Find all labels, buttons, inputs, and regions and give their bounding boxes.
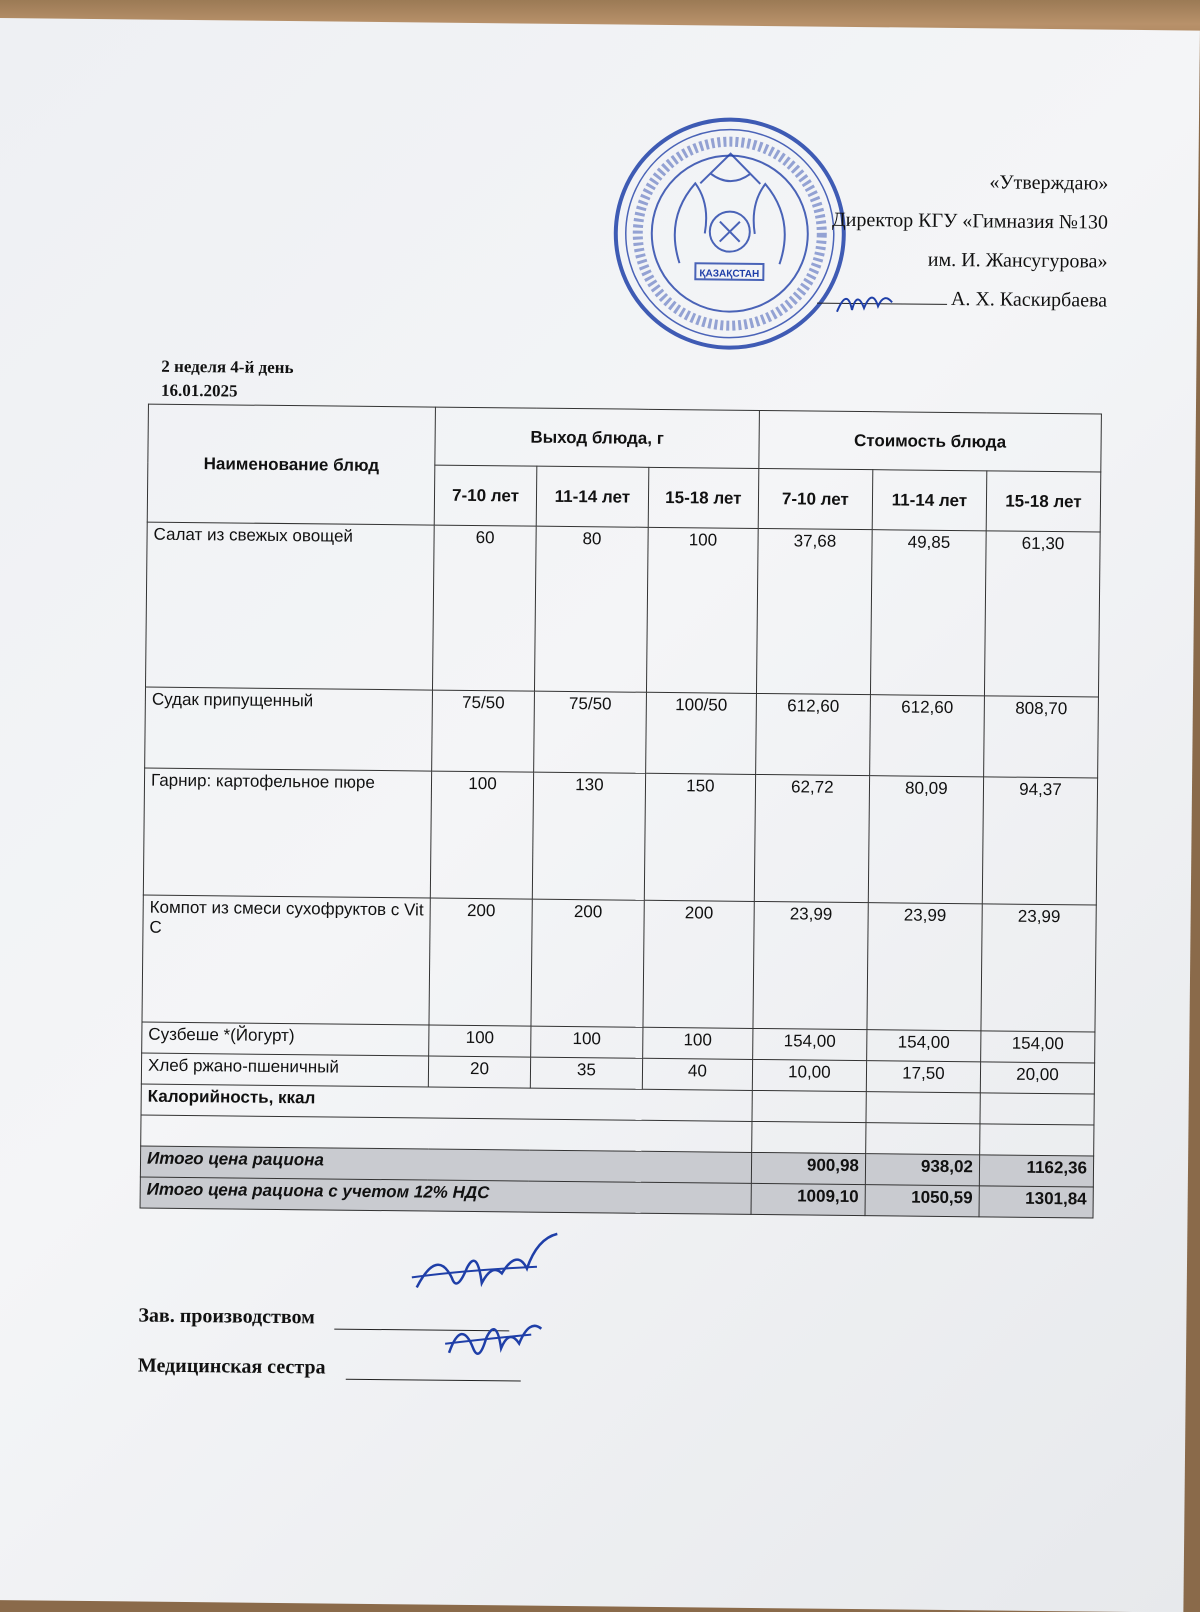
header-cost: Стоимость блюда	[759, 410, 1102, 472]
yield-cell: 80	[534, 526, 648, 692]
dish-name: Судак припущенный	[145, 687, 433, 771]
yield-cell: 200	[429, 898, 532, 1026]
header-age-cost-7-10: 7-10 лет	[758, 468, 873, 529]
yield-cell: 40	[642, 1058, 752, 1090]
cost-cell: 612,60	[870, 695, 985, 777]
cost-cell: 37,68	[756, 528, 872, 694]
cost-cell: 154,00	[981, 1031, 1095, 1063]
yield-cell: 100	[531, 1026, 643, 1058]
dish-name: Хлеб ржано-пшеничный	[141, 1053, 428, 1087]
yield-cell: 60	[433, 525, 537, 691]
yield-cell: 100	[430, 771, 533, 899]
header-yield: Выход блюда, г	[435, 407, 759, 468]
dish-name: Сузбеше *(Йогурт)	[142, 1022, 429, 1056]
yield-cell: 75/50	[432, 690, 535, 772]
header-age-yield-15-18: 15-18 лет	[648, 467, 759, 528]
empty-cell	[980, 1124, 1094, 1156]
total-vat-label: Итого цена рациона с учетом 12% НДС	[140, 1177, 751, 1214]
yield-cell: 100	[646, 527, 758, 693]
table-row	[143, 768, 1097, 905]
cost-cell: 23,99	[981, 904, 1096, 1032]
empty-cell	[752, 1090, 866, 1122]
yield-cell: 20	[428, 1056, 530, 1088]
total-value: 938,02	[865, 1154, 979, 1186]
menu-table	[140, 404, 1102, 1219]
cost-cell: 154,00	[752, 1028, 866, 1060]
approval-title: «Утверждаю»	[989, 171, 1109, 195]
director-signature	[832, 282, 902, 323]
nurse-label: Медицинская сестра	[137, 1354, 326, 1379]
yield-cell: 75/50	[534, 691, 647, 773]
dish-name: Салат из свежых овощей	[146, 522, 435, 690]
production-head-signature	[407, 1227, 568, 1309]
yield-cell: 100/50	[646, 692, 757, 774]
yield-cell: 100	[429, 1025, 531, 1057]
yield-cell: 150	[644, 773, 755, 901]
total-value: 1162,36	[979, 1155, 1093, 1187]
cost-cell: 61,30	[984, 531, 1100, 697]
menu-date: 16.01.2025	[161, 380, 238, 401]
yield-cell: 100	[643, 1027, 753, 1059]
total-label: Итого цена рациона	[140, 1146, 751, 1183]
cost-cell: 17,50	[866, 1061, 980, 1093]
production-head-label: Зав. производством	[138, 1304, 315, 1329]
table-row	[145, 687, 1099, 778]
official-round-stamp	[609, 112, 852, 355]
cost-cell: 20,00	[980, 1062, 1094, 1094]
dish-name: Гарнир: картофельное пюре	[143, 768, 431, 898]
cost-cell: 808,70	[984, 696, 1099, 778]
stamp-center-text: ҚАЗАҚСТАН	[699, 268, 760, 280]
yield-cell: 200	[643, 900, 754, 1028]
day-info	[161, 355, 294, 404]
empty-cell	[752, 1121, 866, 1153]
week-day-label: 2 неделя 4-й день	[161, 356, 294, 378]
empty-cell	[866, 1092, 980, 1124]
header-dish-name: Наименование блюд	[147, 404, 435, 525]
cost-cell: 10,00	[752, 1059, 866, 1091]
dish-name: Компот из смеси сухофруктов с Vit C	[142, 895, 430, 1025]
cost-cell: 80,09	[868, 776, 983, 904]
calories-label: Калорийность, ккал	[141, 1084, 752, 1121]
cost-cell: 23,99	[753, 901, 868, 1029]
cost-cell: 23,99	[867, 903, 982, 1031]
cost-cell: 49,85	[870, 530, 986, 696]
total-value: 900,98	[751, 1152, 865, 1184]
header-age-yield-7-10: 7-10 лет	[434, 465, 536, 526]
nurse-signature	[441, 1308, 552, 1369]
cost-cell: 62,72	[754, 774, 869, 902]
total-vat-value: 1050,59	[865, 1185, 979, 1217]
document-page	[0, 18, 1200, 1612]
total-vat-value: 1009,10	[751, 1183, 865, 1215]
header-age-yield-11-14: 11-14 лет	[536, 466, 649, 527]
empty-cell	[866, 1123, 980, 1155]
cost-cell: 154,00	[867, 1030, 981, 1062]
cost-cell: 612,60	[755, 693, 870, 775]
approval-position: Директор КГУ «Гимназия №130	[831, 208, 1109, 234]
header-age-cost-11-14: 11-14 лет	[872, 470, 987, 531]
yield-cell: 200	[531, 899, 644, 1027]
header-row-1	[148, 404, 1102, 472]
table-row	[142, 895, 1096, 1032]
director-name: А. Х. Каскирбаева	[950, 287, 1108, 312]
yield-cell: 130	[532, 772, 645, 900]
total-vat-value: 1301,84	[979, 1186, 1093, 1218]
yield-cell: 35	[530, 1057, 642, 1089]
cost-cell: 94,37	[982, 777, 1097, 905]
table-row	[146, 522, 1101, 697]
header-age-cost-15-18: 15-18 лет	[986, 471, 1101, 532]
approval-school: им. И. Жансугурова»	[927, 248, 1108, 273]
empty-cell	[980, 1093, 1094, 1125]
